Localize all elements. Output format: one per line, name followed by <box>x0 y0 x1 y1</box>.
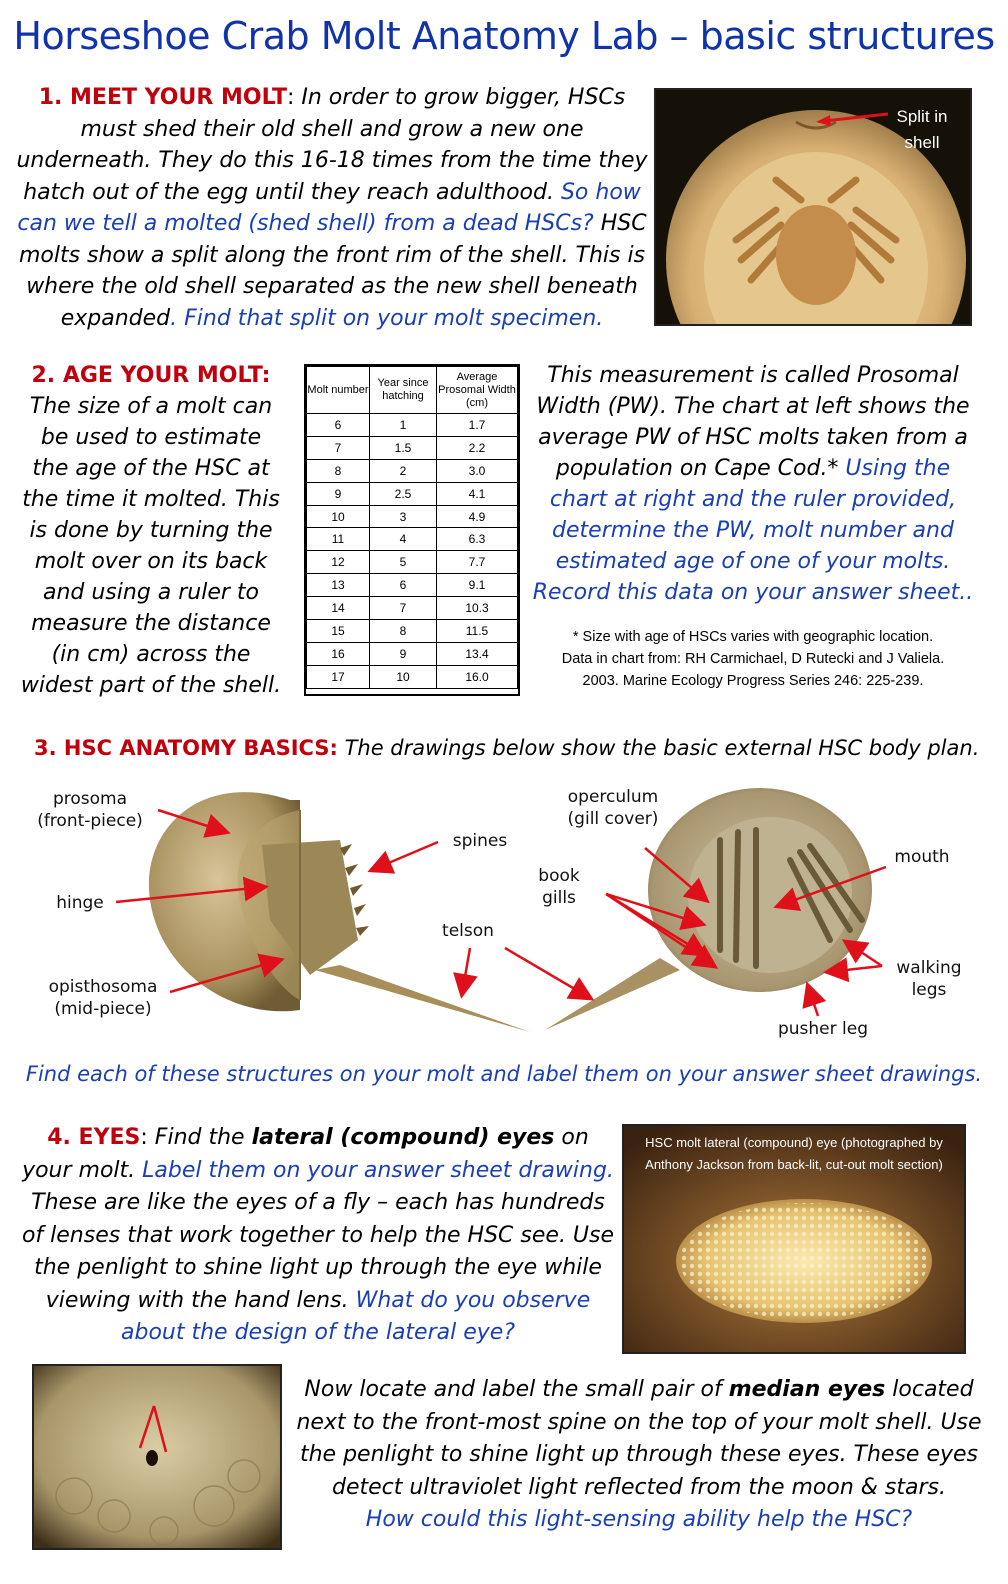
table-header-width: Average Prosomal Width (cm) <box>437 367 518 414</box>
label-prosoma-sub: (front-piece) <box>37 811 143 831</box>
table-cell: 1.7 <box>437 414 518 437</box>
lateral-eye-photo <box>622 1124 966 1354</box>
table-cell: 17 <box>307 665 370 688</box>
table-cell: 3 <box>370 505 437 528</box>
caption-line-1: HSC molt lateral (compound) eye (photographed by <box>645 1135 943 1150</box>
label-mouth: mouth <box>894 847 950 867</box>
table-header-molt: Molt number <box>307 367 370 414</box>
table-cell: 5 <box>370 551 437 574</box>
table-row <box>307 665 518 688</box>
section-4-bold-lateral: lateral (compound) eyes <box>251 1125 555 1150</box>
table-cell: 15 <box>307 620 370 643</box>
table-row <box>307 551 518 574</box>
section-4-question: What do you observe about the design of the lateral eye? <box>121 1287 591 1345</box>
median-eye-text <box>296 1374 982 1537</box>
label-book-gills <box>524 865 594 909</box>
table-cell: 11 <box>307 528 370 551</box>
table-row <box>307 528 518 551</box>
table-cell: 9 <box>307 482 370 505</box>
table-row <box>307 459 518 482</box>
table-cell: 6.3 <box>437 528 518 551</box>
table-cell: 13 <box>307 574 370 597</box>
section-1-instruction: . Find that split on your molt specimen. <box>170 305 604 331</box>
median-question: How could this light-sensing ability help the HSC? <box>365 1507 913 1532</box>
median-bold: median eyes <box>728 1377 886 1402</box>
section-1-heading: 1. MEET YOUR MOLT <box>38 85 287 110</box>
label-legs-text: legs <box>911 980 947 1000</box>
table-row <box>307 505 518 528</box>
label-book-text: book <box>538 866 580 886</box>
section-3-heading: 3. HSC ANATOMY BASICS: <box>34 736 338 760</box>
label-gills-text: gills <box>542 888 576 908</box>
label-prosoma-text: prosoma <box>52 789 128 809</box>
section-4-text <box>20 1122 616 1350</box>
table-cell: 7 <box>370 597 437 620</box>
section-2-right-body: This measurement is called Prosomal Width (PW). The chart at left shows the average PW of HSC molts taken from a population on Cape Cod.* <box>536 363 970 481</box>
table-cell: 6 <box>307 414 370 437</box>
table-cell: 4.1 <box>437 482 518 505</box>
table-cell: 2 <box>370 459 437 482</box>
dorsal-crab <box>149 792 530 1032</box>
table-header-year: Year since hatching <box>370 367 437 414</box>
page-title: Horseshoe Crab Molt Anatomy Lab – basic structures <box>13 14 995 58</box>
table-cell: 13.4 <box>437 642 518 665</box>
table-row <box>307 620 518 643</box>
section-1-body-b: HSC molts show a split along the front rim of the shell. This is where the old shell separated as the new shell beneath expanded <box>18 211 647 331</box>
section-3-heading-line <box>34 736 994 760</box>
table-cell: 10 <box>307 505 370 528</box>
label-spines: spines <box>452 831 508 851</box>
lateral-eye-caption <box>624 1132 964 1176</box>
label-opisthosoma-text: opisthosoma <box>48 977 158 997</box>
label-telson: telson <box>442 921 494 941</box>
section-4-heading: 4. EYES <box>47 1125 141 1150</box>
footnote-line-3: 2003. Marine Ecology Progress Series 246: 225-239. <box>582 673 924 689</box>
section-1-body-a: In order to grow bigger, HSCs must shed their old shell and grow a new one underneath. They do this 16-18 times from the time they hatch out of the egg until they reach adulthood. <box>16 85 648 205</box>
table-cell: 2.5 <box>370 482 437 505</box>
pw-table <box>306 366 518 689</box>
table-cell: 8 <box>307 459 370 482</box>
table-row <box>307 597 518 620</box>
split-label: Split in shell <box>896 107 948 152</box>
table-cell: 1 <box>370 414 437 437</box>
label-pusher-leg: pusher leg <box>777 1019 869 1039</box>
table-cell: 9.1 <box>437 574 518 597</box>
table-cell: 12 <box>307 551 370 574</box>
table-cell: 8 <box>370 620 437 643</box>
section-4-label-instruction: Label them on your answer sheet drawing. <box>142 1157 614 1183</box>
table-cell: 6 <box>370 574 437 597</box>
caption-line-2: Anthony Jackson from back-lit, cut-out molt section) <box>645 1157 943 1172</box>
section-3-instruction: Find each of these structures on your molt and label them on your answer sheet drawings. <box>25 1062 983 1086</box>
label-opisthosoma <box>38 976 168 1020</box>
median-body-a: Now locate and label the small pair of <box>304 1377 729 1402</box>
table-row <box>307 482 518 505</box>
table-cell: 7 <box>307 436 370 459</box>
label-opisthosoma-sub: (mid-piece) <box>54 999 152 1019</box>
footnote-line-2: Data in chart from: RH Carmichael, D Rutecki and J Valiela. <box>561 651 945 667</box>
section-1-colon: : <box>286 85 295 110</box>
section-2-right-text <box>532 360 974 608</box>
pw-table-wrapper <box>304 364 520 696</box>
table-cell: 9 <box>370 642 437 665</box>
table-cell: 10.3 <box>437 597 518 620</box>
section-4-colon: : <box>140 1125 148 1150</box>
section-2-heading: 2. AGE YOUR MOLT: <box>31 363 271 388</box>
footnote <box>532 626 974 692</box>
label-prosoma <box>30 788 150 832</box>
median-eye-photo <box>32 1364 282 1550</box>
label-operculum-sub: (gill cover) <box>567 809 659 829</box>
table-cell: 16.0 <box>437 665 518 688</box>
section-4-body-b: on your molt. <box>22 1125 589 1183</box>
table-row <box>307 436 518 459</box>
table-cell: 2.2 <box>437 436 518 459</box>
table-row <box>307 414 518 437</box>
table-cell: 4 <box>370 528 437 551</box>
footnote-line-1: * Size with age of HSCs varies with geographic location. <box>572 629 934 645</box>
table-cell: 10 <box>370 665 437 688</box>
section-1-text <box>14 82 650 334</box>
table-cell: 1.5 <box>370 436 437 459</box>
section-2-body: The size of a molt can be used to estimate the age of the HSC at the time it molted. This is done by turning the molt over on its back and using a ruler to measure the distance (in cm) across the widest part of the shell. <box>20 394 282 698</box>
section-3-body: The drawings below show the basic external HSC body plan. <box>337 736 980 760</box>
table-cell: 14 <box>307 597 370 620</box>
median-body-b: located next to the front-most spine on the top of your molt shell. Use the penlight to shine light up through these eyes. These eyes detect ultraviolet light reflected from the moon & stars. <box>296 1377 982 1500</box>
label-operculum-text: operculum <box>567 787 659 807</box>
label-operculum <box>548 786 678 830</box>
table-row <box>307 642 518 665</box>
median-eye-illustration <box>34 1366 280 1548</box>
section-4-body-a: Find the <box>147 1125 252 1150</box>
table-cell: 4.9 <box>437 505 518 528</box>
label-walking-text: walking <box>896 958 962 978</box>
table-cell: 3.0 <box>437 459 518 482</box>
table-row <box>307 574 518 597</box>
section-2-right-instruction: Using the chart at right and the ruler provided, determine the PW, molt number and estimated age of one of your molts. Record this data on your answer sheet.. <box>532 456 974 605</box>
table-cell: 16 <box>307 642 370 665</box>
section-1-question: So how can we tell a molted (shed shell) from a dead HSCs? <box>17 179 641 236</box>
section-2-text <box>20 360 282 701</box>
molt-underside-photo <box>654 88 972 326</box>
label-walking-legs <box>886 957 972 1001</box>
label-hinge: hinge <box>56 893 104 913</box>
section-4-body-c: These are like the eyes of a fly – each has hundreds of lenses that work together to help the HSC see. Use the penlight to shine light up through the eye while viewing with the hand lens. <box>21 1190 615 1313</box>
table-cell: 11.5 <box>437 620 518 643</box>
table-cell: 7.7 <box>437 551 518 574</box>
